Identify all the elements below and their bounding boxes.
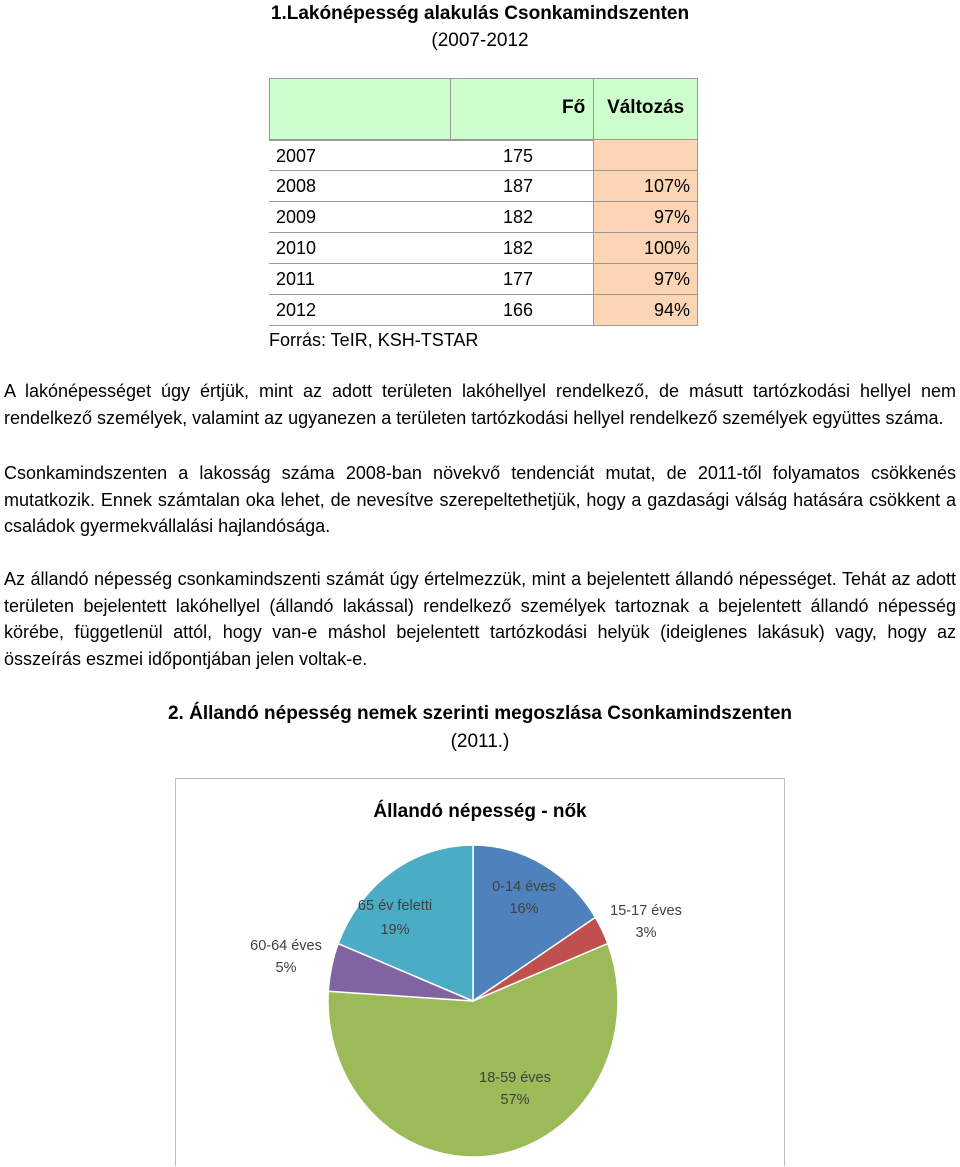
paragraph-allando-nepesseg: Az állandó népesség csonkamindszenti számát úgy értelmezzük, mint a bejelentett állandó népességet. Tehát az adott területen bejelentett lakóhellyel (állandó lakással) rendelkező személyek tartoznak a bejelentett állandó népesség körébe, függetlenül attól, hogy van-e máshol bejelentett tartózkodási helyük (ideiglenes lakásuk) vagy, hogy az összeírás eszmei időpontjában jelen voltak-e.	[4, 569, 956, 669]
section1-subtitle: (2007-2012	[431, 30, 529, 51]
chart-title: Állandó népesség - nők	[373, 801, 587, 822]
year-cell: 2007	[269, 140, 449, 171]
fo-cell: 182	[449, 233, 593, 264]
pie-slices	[328, 845, 618, 1157]
slice-percent-5: 19%	[380, 922, 410, 938]
valtozas-cell: 107%	[593, 171, 698, 202]
fo-cell: 177	[449, 264, 593, 295]
valtozas-cell: 97%	[593, 202, 698, 233]
table-row	[269, 295, 698, 326]
table-row	[269, 264, 698, 295]
table-source: Forrás: TeIR, KSH-TSTAR	[269, 330, 479, 350]
table-row	[269, 171, 698, 202]
section2-subtitle: (2011.)	[450, 731, 510, 752]
slice-percent-2: 3%	[635, 925, 657, 941]
section1-title: 1.Lakónépesség alakulás Csonkamindszenten	[270, 3, 690, 24]
slice-percent-3: 57%	[500, 1092, 530, 1108]
year-cell: 2012	[269, 295, 449, 326]
paragraph-tendencia: Csonkamindszenten a lakosság száma 2008-ban növekvő tendenciát mutat, de 2011-től folyamatos csökkenés mutatkozik. Ennek számtalan oka lehet, de nevesítve szerepeltethetjük, hogy a gazdasági válság hatására csökkent a családok gyermekvállalási hajlandósága.	[4, 463, 956, 536]
slice-label-4: 60-64 éves	[250, 938, 322, 954]
slice-label-5: 65 év feletti	[357, 898, 433, 914]
slice-label-2: 15-17 éves	[610, 903, 682, 919]
fo-cell: 187	[449, 171, 593, 202]
header-fo: Fő	[450, 78, 594, 140]
slice-percent-4: 5%	[275, 960, 297, 976]
year-cell: 2010	[269, 233, 449, 264]
valtozas-cell: 100%	[593, 233, 698, 264]
slice-percent-1: 16%	[509, 901, 539, 917]
valtozas-cell: 94%	[593, 295, 698, 326]
slice-label-3: 18-59 éves	[479, 1070, 551, 1086]
year-cell: 2009	[269, 202, 449, 233]
paragraph-lakonepesseg: A lakónépességet úgy értjük, mint az adott területen lakóhellyel rendelkező, de másutt tartózkodási hellyel nem rendelkező személyek, valamint az ugyanezen a területen tartózkodási hellyel rendelkező személyek együttes száma.	[4, 381, 956, 428]
year-cell: 2011	[269, 264, 449, 295]
section2-title: 2. Állandó népesség nemek szerinti megoszlása Csonkamindszenten	[167, 703, 793, 724]
year-cell: 2008	[269, 171, 449, 202]
fo-cell: 166	[449, 295, 593, 326]
pie-chart	[176, 779, 784, 1167]
fo-cell: 175	[449, 140, 593, 171]
valtozas-cell	[593, 140, 698, 171]
header-valtozas: Változás	[593, 78, 698, 140]
slice-label-1: 0-14 éves	[492, 879, 556, 895]
population-table	[269, 78, 698, 326]
table-row	[269, 202, 698, 233]
pie-chart-frame	[175, 778, 785, 1166]
table-header	[269, 78, 698, 140]
header-blank-cell	[269, 78, 450, 140]
fo-cell: 182	[449, 202, 593, 233]
valtozas-cell: 97%	[593, 264, 698, 295]
table-row	[269, 140, 698, 171]
table-row	[269, 233, 698, 264]
